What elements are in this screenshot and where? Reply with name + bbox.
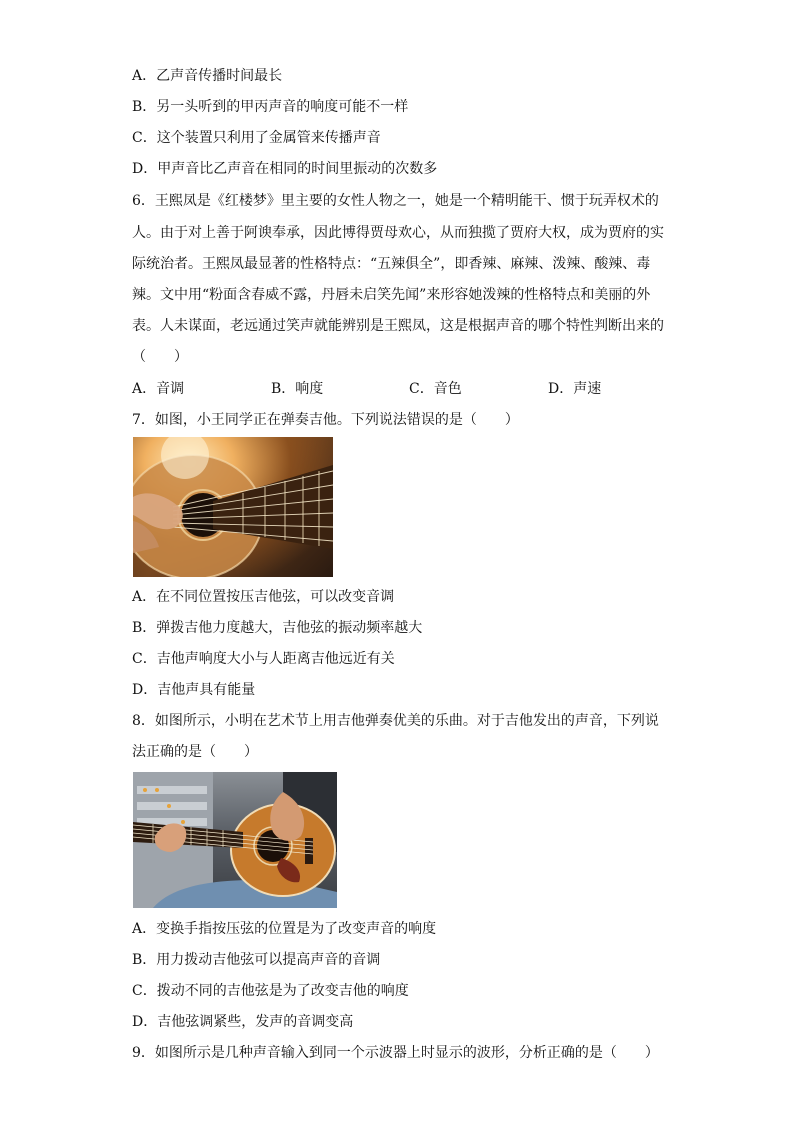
q8-option-b: B．用力拨动吉他弦可以提高声音的音调 (132, 952, 381, 968)
q5-option-c: C．这个装置只利用了金属管来传播声音 (132, 130, 381, 146)
q8-stem-line-1: 8．如图所示，小明在艺术节上用吉他弹奏优美的乐曲。对于吉他发出的声音，下列说 (132, 713, 659, 729)
q6-option-c: C．音色 (409, 381, 462, 397)
q6-option-a: A．音调 (132, 381, 185, 397)
q6-stem-line-2: 人。由于对上善于阿谀奉承，因此博得贾母欢心，从而独揽了贾府大权，成为贾府的实 (132, 225, 664, 241)
q6-stem-line-1: 6．王熙凤是《红楼梦》里主要的女性人物之一，她是一个精明能干、惯于玩弄权术的 (132, 193, 659, 209)
q5-option-a: A．乙声音传播时间最长 (132, 68, 283, 84)
q6-option-b: B．响度 (271, 381, 324, 397)
q9-stem: 9．如图所示是几种声音输入到同一个示波器上时显示的波形，分析正确的是（ ） (132, 1045, 659, 1061)
q7-option-c: C．吉他声响度大小与人距离吉他远近有关 (132, 651, 395, 667)
guitar-playing-photo (133, 437, 333, 577)
q6-stem-line-3: 际统治者。王熙凤最显著的性格特点：“五辣俱全”，即香辣、麻辣、泼辣、酸辣、毒 (132, 256, 651, 272)
q6-answer-bracket: （ ） (132, 349, 188, 365)
q6-stem-line-5: 表。人未谋面，老远通过笑声就能辨别是王熙凤，这是根据声音的哪个特性判断出来的 (132, 318, 664, 334)
q6-option-d: D．声速 (548, 381, 602, 397)
q5-option-b: B．另一头听到的甲丙声音的响度可能不一样 (132, 99, 409, 115)
q8-stem-line-2: 法正确的是（ ） (132, 744, 258, 760)
q7-stem: 7．如图，小王同学正在弹奏吉他。下列说法错误的是（ ） (132, 412, 519, 428)
q8-option-d: D．吉他弦调紧些，发声的音调变高 (132, 1014, 354, 1030)
student-guitar-photo (133, 772, 337, 908)
q5-option-d: D．甲声音比乙声音在相同的时间里振动的次数多 (132, 161, 438, 177)
q8-option-c: C．拨动不同的吉他弦是为了改变吉他的响度 (132, 983, 409, 999)
q8-option-a: A．变换手指按压弦的位置是为了改变声音的响度 (132, 921, 437, 937)
q7-option-d: D．吉他声具有能量 (132, 682, 256, 698)
q7-option-a: A．在不同位置按压吉他弦，可以改变音调 (132, 589, 395, 605)
q6-stem-line-4: 辣。文中用“粉面含春威不露，丹唇未启笑先闻”来形容她泼辣的性格特点和美丽的外 (132, 287, 651, 303)
q7-option-b: B．弹拨吉他力度越大，吉他弦的振动频率越大 (132, 620, 423, 636)
